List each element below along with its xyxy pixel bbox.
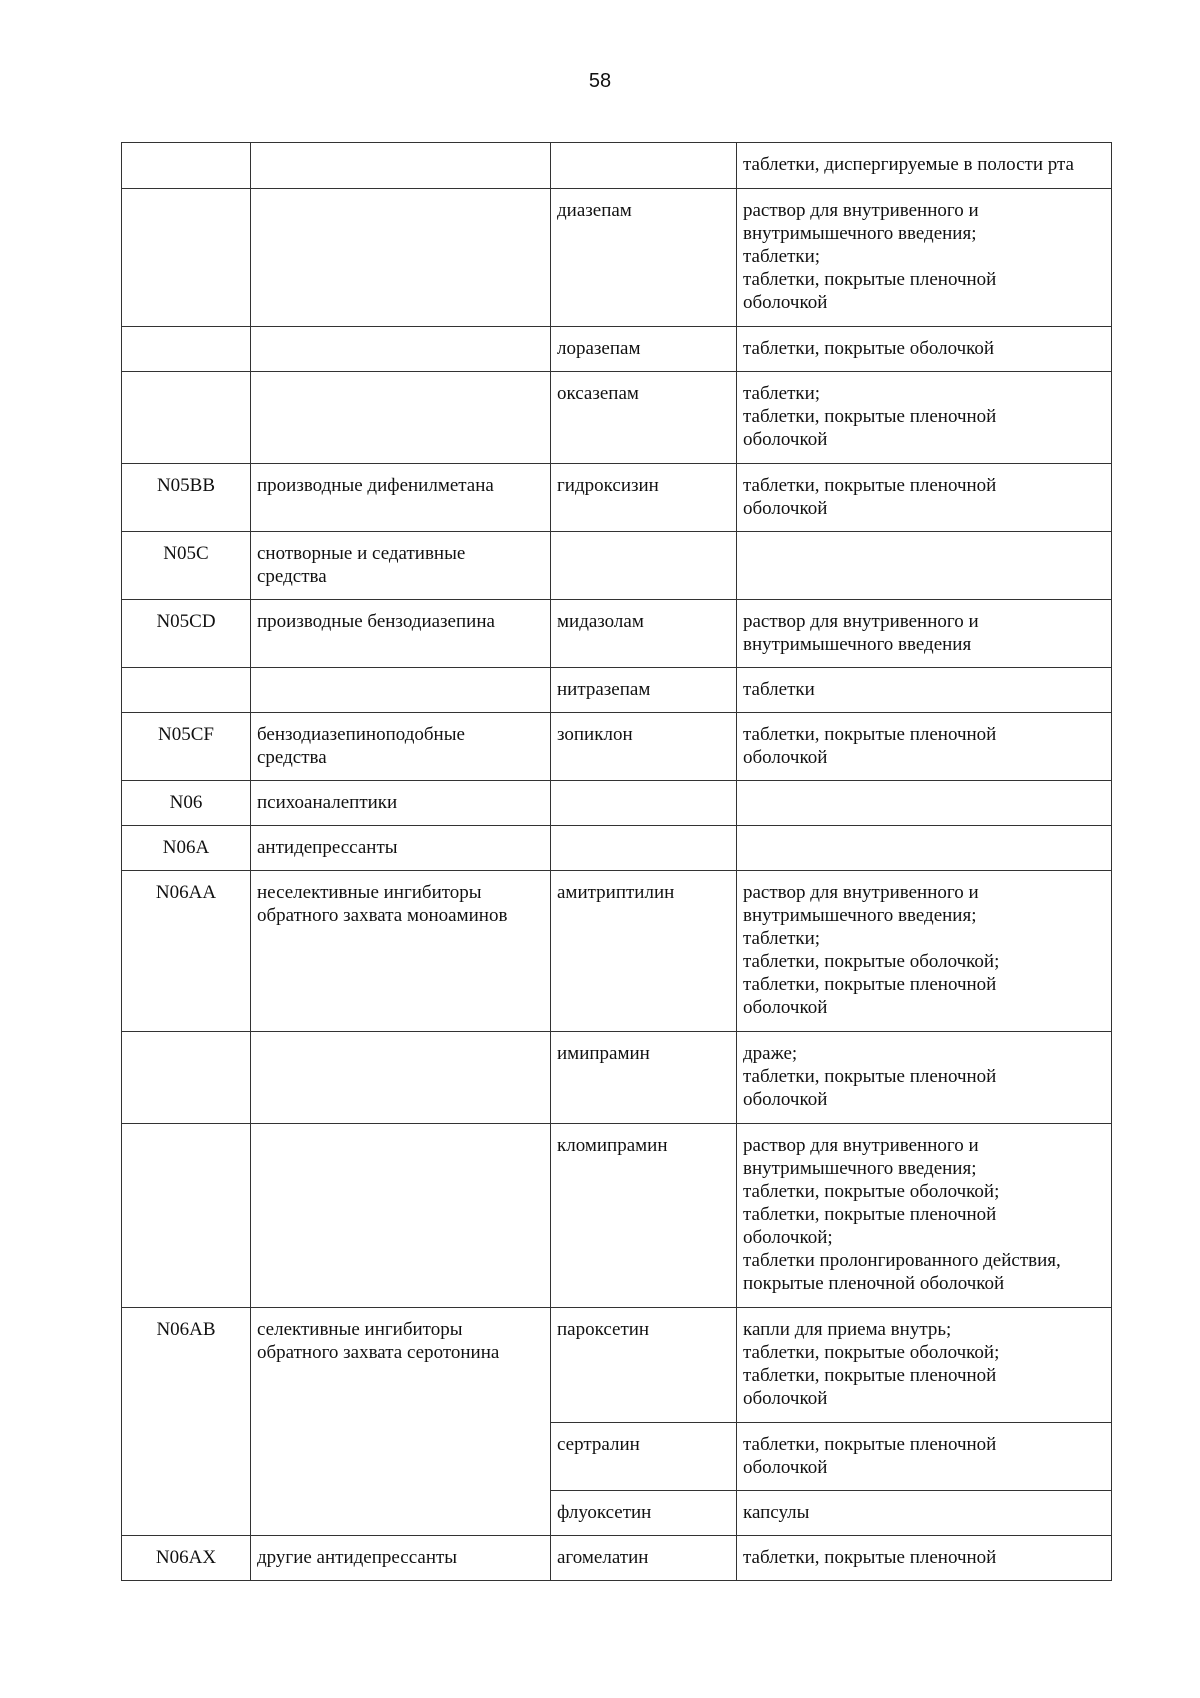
cell-drug: амитриптилин [551, 871, 737, 1032]
cell-drug: нитразепам [551, 668, 737, 713]
cell-forms [737, 781, 1112, 826]
cell-forms [737, 826, 1112, 871]
cell-forms: таблетки [737, 668, 1112, 713]
cell-group: бензодиазепиноподобные средства [251, 713, 551, 781]
cell-forms: таблетки, покрытые пленочной оболочкой [737, 1423, 1112, 1491]
cell-drug: сертралин [551, 1423, 737, 1491]
cell-forms: таблетки, покрытые оболочкой [737, 327, 1112, 372]
cell-drug: пароксетин [551, 1308, 737, 1423]
table-row [122, 826, 1112, 871]
table-row [122, 1032, 1112, 1124]
cell-group: психоаналептики [251, 781, 551, 826]
cell-code [122, 372, 251, 464]
cell-group [251, 143, 551, 189]
cell-group [251, 189, 551, 327]
cell-forms: драже; таблетки, покрытые пленочной оболочкой [737, 1032, 1112, 1124]
cell-code: N05CF [122, 713, 251, 781]
table-row [122, 143, 1112, 189]
cell-group [251, 372, 551, 464]
cell-drug: диазепам [551, 189, 737, 327]
cell-drug: лоразепам [551, 327, 737, 372]
cell-forms: таблетки, покрытые пленочной [737, 1536, 1112, 1581]
cell-code: N06 [122, 781, 251, 826]
cell-forms: раствор для внутривенного и внутримышечного введения; таблетки, покрытые оболочкой; таблетки, покрытые пленочной оболочкой; таблетки пролонгированного действия, покрытые пленочной оболочкой [737, 1124, 1112, 1308]
cell-code: N06A [122, 826, 251, 871]
cell-group: антидепрессанты [251, 826, 551, 871]
cell-group: неселективные ингибиторы обратного захвата моноаминов [251, 871, 551, 1032]
cell-drug: мидазолам [551, 600, 737, 668]
cell-forms: таблетки, покрытые пленочной оболочкой [737, 713, 1112, 781]
cell-code: N05C [122, 532, 251, 600]
table-row [122, 1124, 1112, 1308]
cell-group: снотворные и седативные средства [251, 532, 551, 600]
cell-code [122, 327, 251, 372]
cell-group: другие антидепрессанты [251, 1536, 551, 1581]
cell-drug: зопиклон [551, 713, 737, 781]
cell-group: производные дифенилметана [251, 464, 551, 532]
cell-drug: имипрамин [551, 1032, 737, 1124]
cell-forms: раствор для внутривенного и внутримышечного введения [737, 600, 1112, 668]
cell-code [122, 1124, 251, 1308]
cell-code: N05CD [122, 600, 251, 668]
cell-drug: флуоксетин [551, 1491, 737, 1536]
cell-forms [737, 532, 1112, 600]
cell-forms: таблетки, диспергируемые в полости рта [737, 143, 1112, 189]
cell-forms: раствор для внутривенного и внутримышечного введения; таблетки; таблетки, покрытые оболочкой; таблетки, покрытые пленочной оболочкой [737, 871, 1112, 1032]
cell-code: N06AB [122, 1308, 251, 1536]
table-row [122, 600, 1112, 668]
cell-drug [551, 532, 737, 600]
cell-code [122, 189, 251, 327]
cell-forms: капсулы [737, 1491, 1112, 1536]
cell-drug [551, 143, 737, 189]
table-row [122, 464, 1112, 532]
cell-group [251, 668, 551, 713]
table-row [122, 668, 1112, 713]
cell-code [122, 1032, 251, 1124]
table-row [122, 372, 1112, 464]
cell-code [122, 668, 251, 713]
table-row [122, 189, 1112, 327]
cell-group [251, 327, 551, 372]
table-row [122, 871, 1112, 1032]
cell-group [251, 1124, 551, 1308]
cell-code: N06AX [122, 1536, 251, 1581]
cell-code: N05BB [122, 464, 251, 532]
cell-forms: раствор для внутривенного и внутримышечного введения; таблетки; таблетки, покрытые пленочной оболочкой [737, 189, 1112, 327]
cell-group: селективные ингибиторы обратного захвата серотонина [251, 1308, 551, 1536]
cell-drug [551, 826, 737, 871]
cell-drug [551, 781, 737, 826]
table-row [122, 1536, 1112, 1581]
table-row [122, 532, 1112, 600]
cell-forms: таблетки; таблетки, покрытые пленочной оболочкой [737, 372, 1112, 464]
cell-drug: кломипрамин [551, 1124, 737, 1308]
cell-drug: агомелатин [551, 1536, 737, 1581]
cell-drug: оксазепам [551, 372, 737, 464]
table-row [122, 1308, 1112, 1423]
cell-group [251, 1032, 551, 1124]
cell-code: N06AA [122, 871, 251, 1032]
page-number: 58 [588, 70, 612, 92]
drug-table [121, 142, 1112, 1581]
table-row [122, 713, 1112, 781]
table-row [122, 327, 1112, 372]
cell-forms: капли для приема внутрь; таблетки, покрытые оболочкой; таблетки, покрытые пленочной оболочкой [737, 1308, 1112, 1423]
table-row [122, 781, 1112, 826]
cell-forms: таблетки, покрытые пленочной оболочкой [737, 464, 1112, 532]
cell-code [122, 143, 251, 189]
cell-drug: гидроксизин [551, 464, 737, 532]
cell-group: производные бензодиазепина [251, 600, 551, 668]
